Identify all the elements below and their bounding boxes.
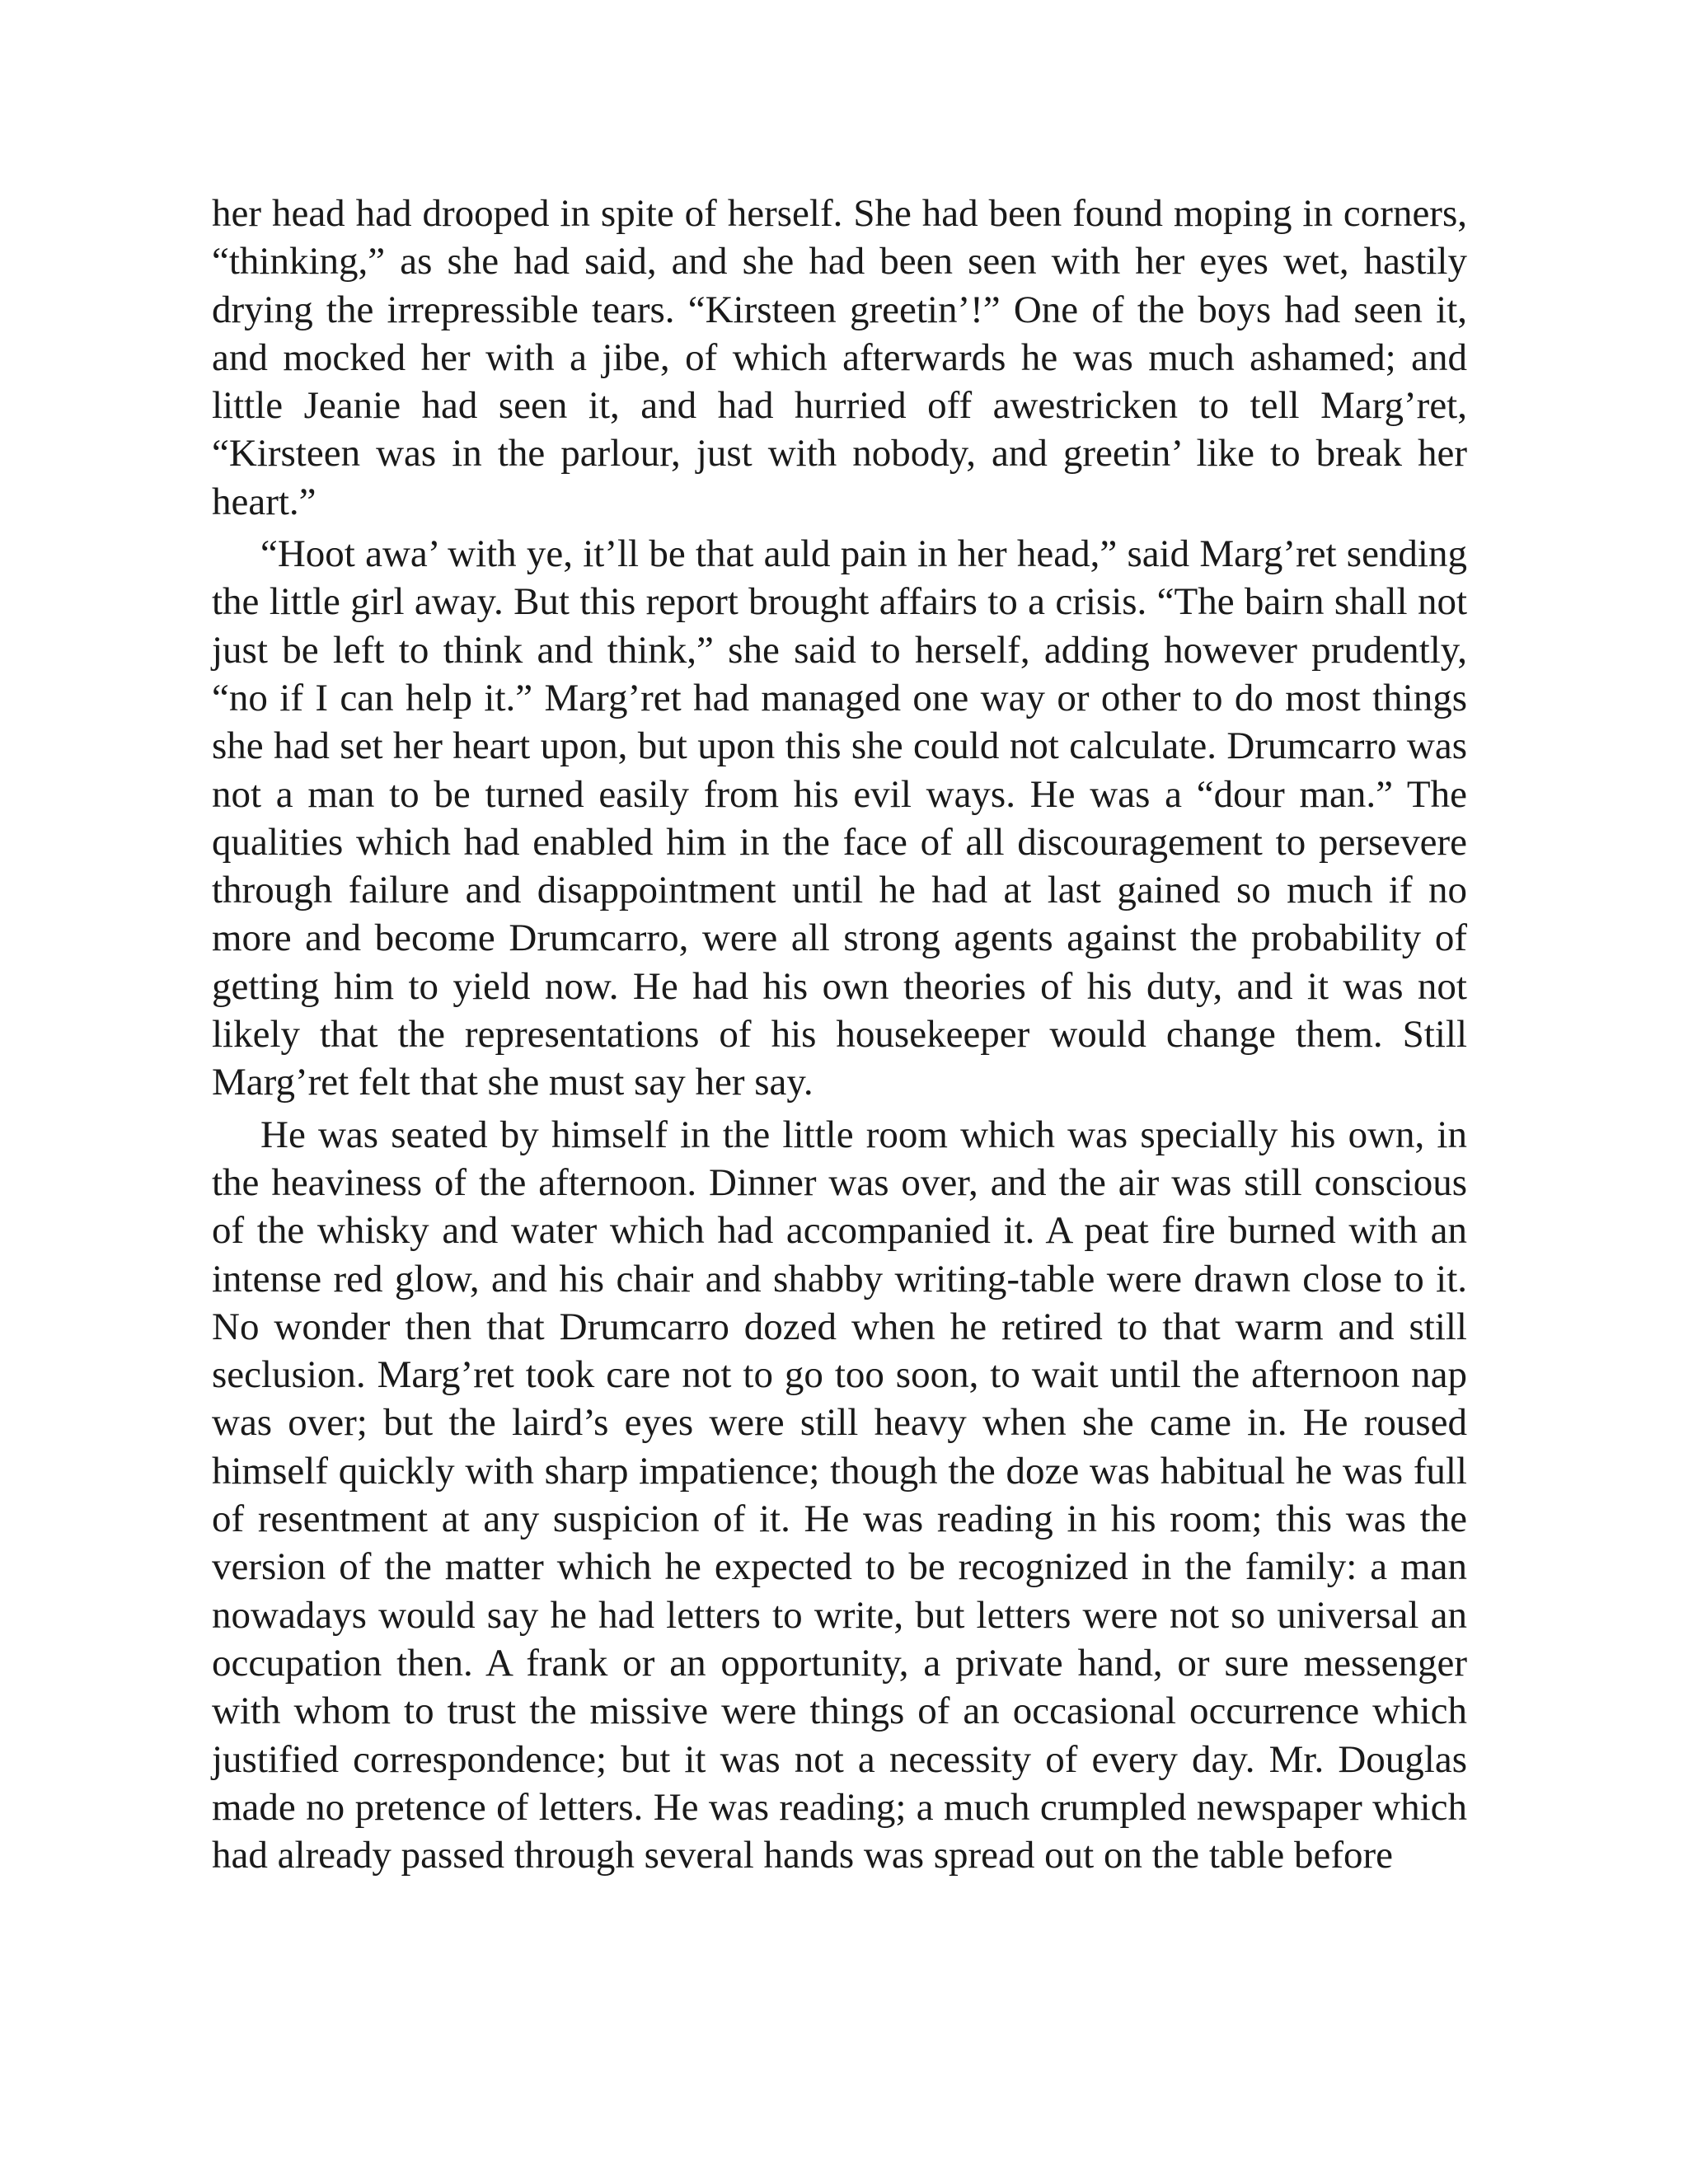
paragraph-continuation: her head had drooped in spite of herself. She had been found moping in corners, “thinking,” as she had said, and she had been seen with her eyes wet, hastily drying the irrepressible tears. “Kirsteen greetin’!” One of the boys had seen it, and mocked her with a jibe, of which afterwards he was much ashamed; and little Jeanie had seen it, and had hurried off awestricken to tell Marg’ret, “Kirsteen was in the parlour, just with nobody, and greetin’ like to break her heart.” (212, 192, 1467, 523)
paragraph-margret-report: “Hoot awa’ with ye, it’ll be that auld pain in her head,” said Marg’ret sending the little girl away. But this report brought affairs to a crisis. “The bairn shall not just be left to think and think,” she said to herself, adding however prudently, “no if I can help it.” Marg’ret had managed one way or other to do most things she had set her heart upon, but upon this she could not calculate. Drumcarro was not a man to be turned easily from his evil ways. He was a “dour man.” The qualities which had enabled him in the face of all discouragement to persevere through failure and disappointment until he had at last gained so much if no more and become Drumcarro, were all strong agents against the probability of getting him to yield now. He had his own theories of his duty, and it was not likely that the representations of his housekeeper would change them. Still Marg’ret felt that she must say her say. (212, 532, 1467, 1104)
paragraph-drumcarro-room: He was seated by himself in the little room which was specially his own, in the heaviness of the afternoon. Dinner was over, and the air was still conscious of the whisky and water which had accompanied it. A peat fire burned with an intense red glow, and his chair and shabby writing-table were drawn close to it. No wonder then that Drumcarro dozed when he retired to that warm and still seclusion. Marg’ret took care not to go too soon, to wait until the afternoon nap was over; but the laird’s eyes were still heavy when she came in. He roused himself quickly with sharp impatience; though the doze was habitual he was full of resentment at any suspicion of it. He was reading in his room; this was the version of the matter which he expected to be recognized in the family: a man nowadays would say he had letters to write, but letters were not so universal an occupation then. A frank or an opportunity, a private hand, or sure messenger with whom to trust the missive were things of an occasional occurrence which justified correspondence; but it was not a necessity of every day. Mr. Douglas made no pretence of letters. He was reading; a much crumpled newspaper which had already passed through several hands was spread out on the table before (212, 1113, 1467, 1877)
page-body (212, 190, 1467, 1879)
